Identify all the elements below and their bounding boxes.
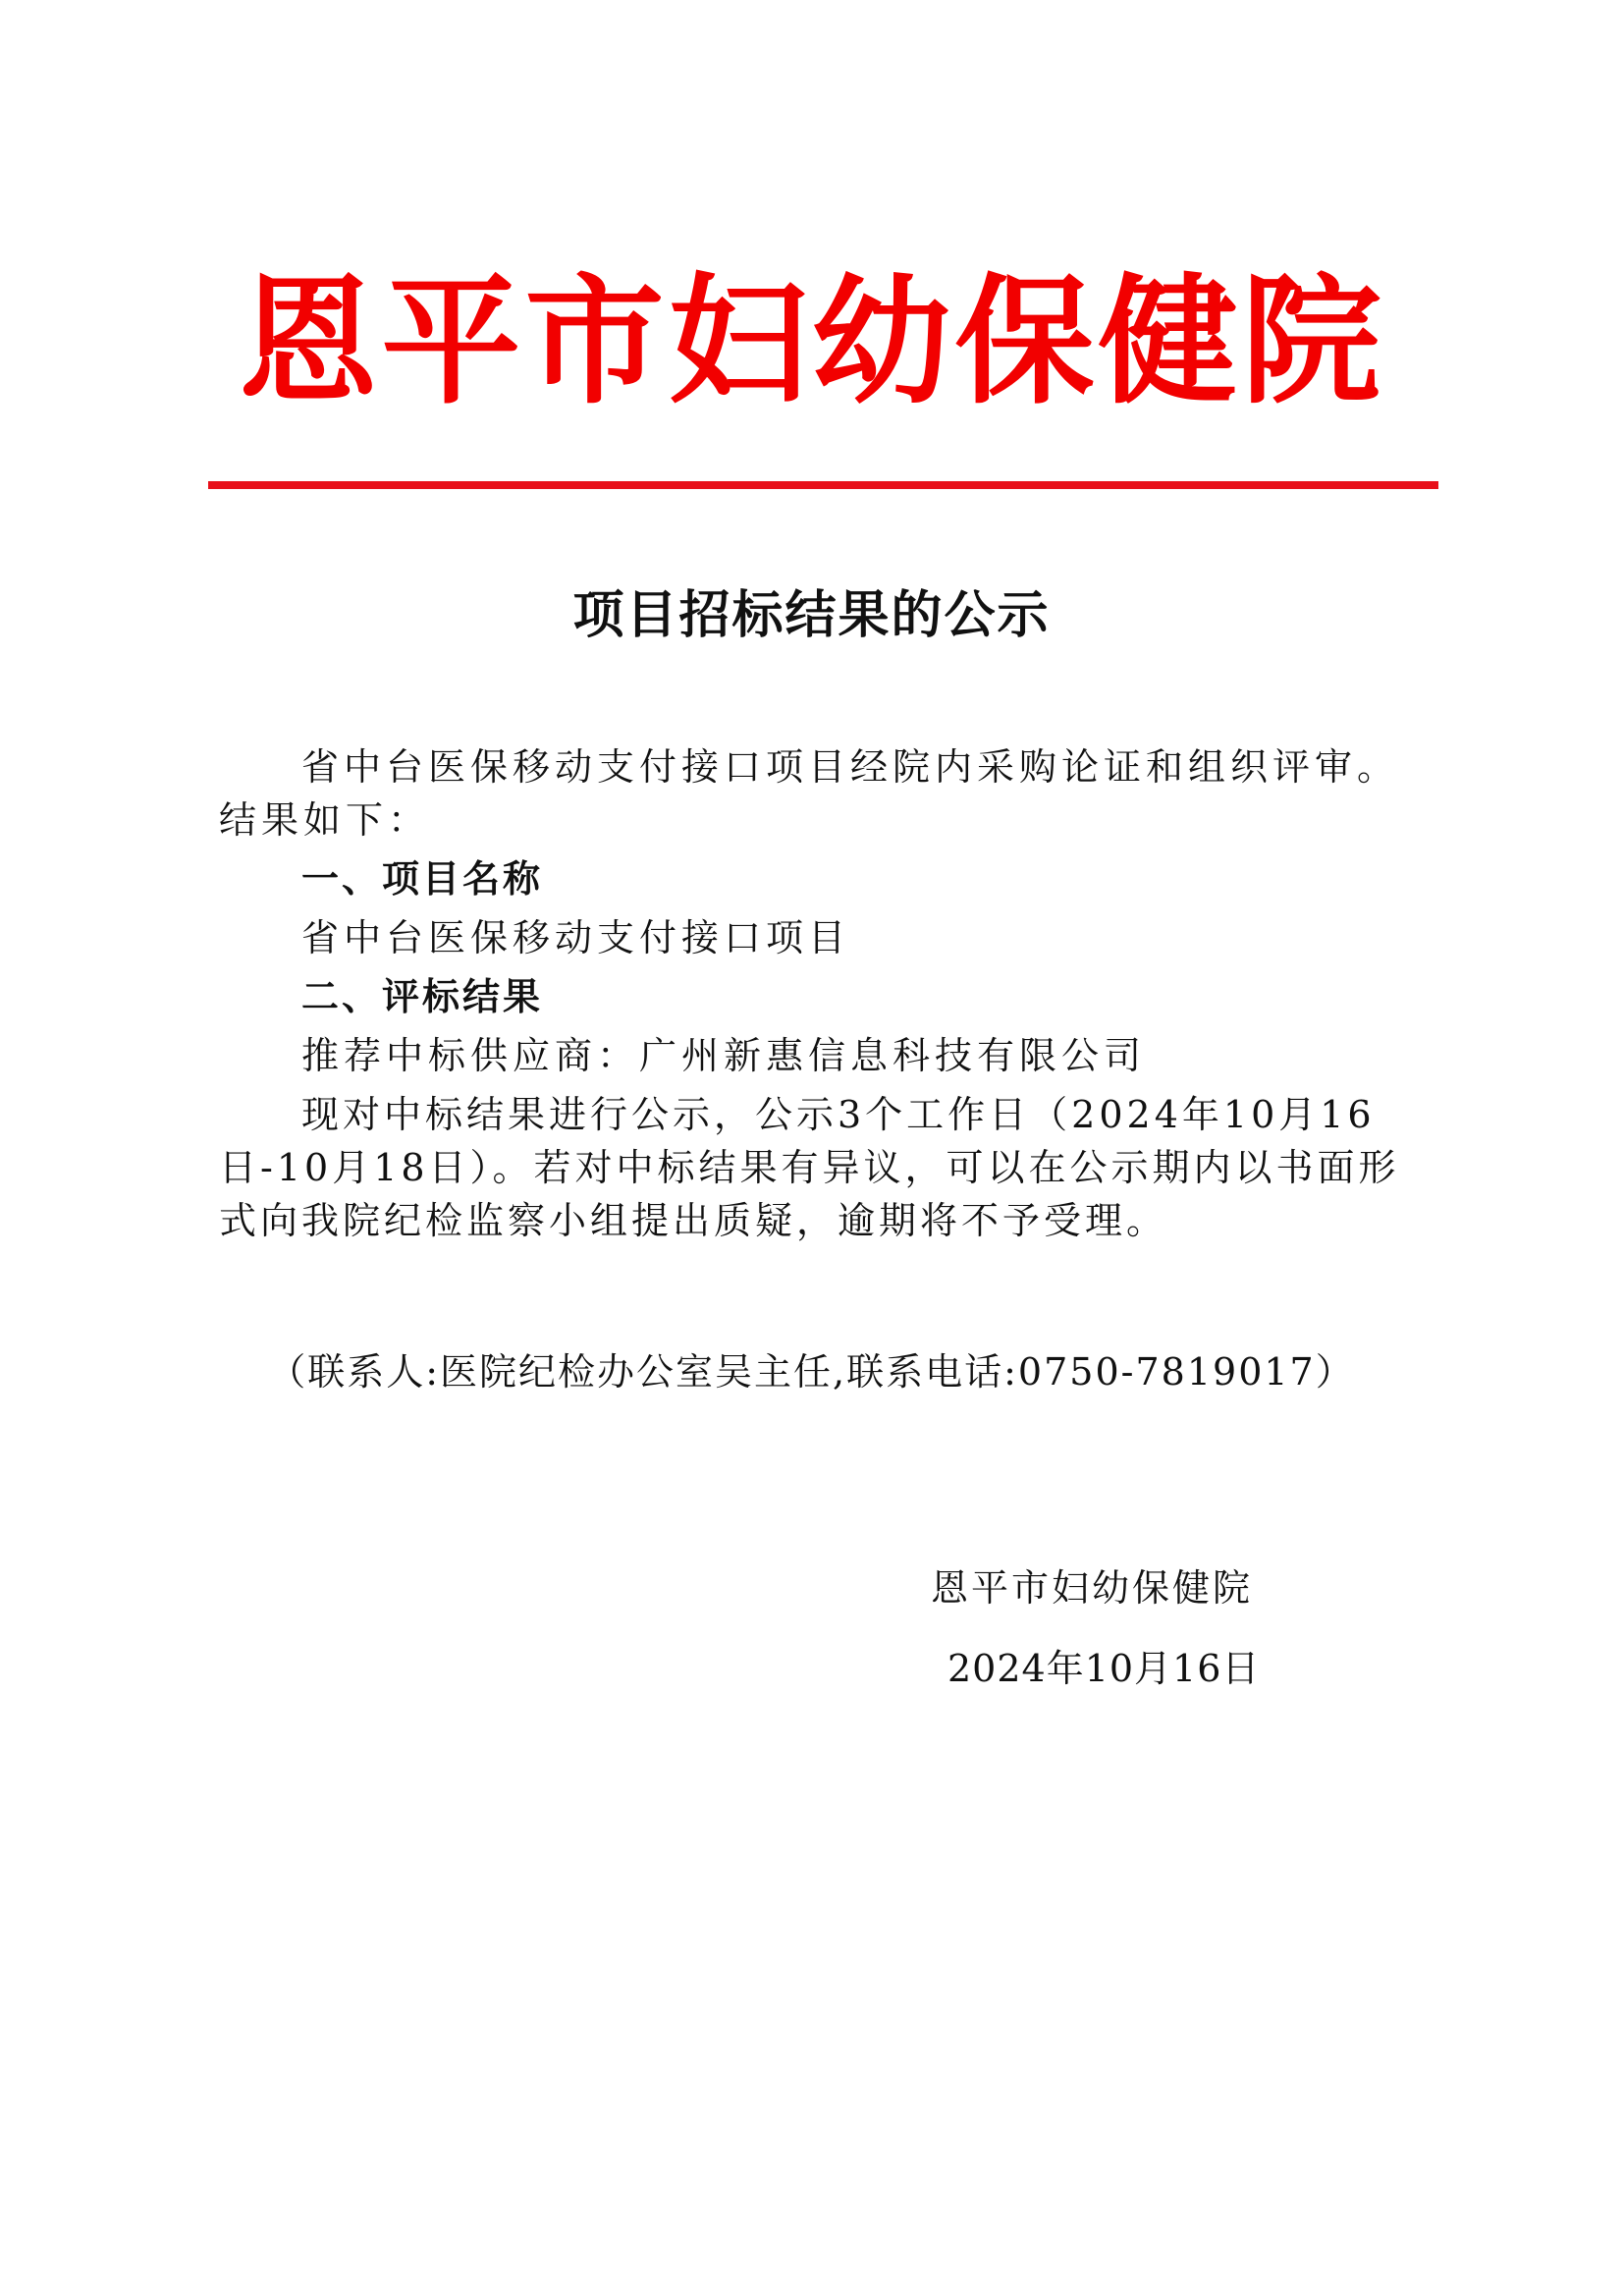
document-title: 项目招标结果的公示	[572, 586, 1051, 645]
section-heading-evaluation-result: 二、评标结果	[301, 975, 544, 1018]
document-body	[219, 740, 1436, 1247]
signature-date: 2024年10月16日	[947, 1647, 1261, 1690]
signature-organization: 恩平市妇幼保健院	[931, 1566, 1254, 1610]
header-divider-rule	[208, 481, 1438, 489]
section-heading-project-name: 一、项目名称	[301, 857, 544, 901]
header-organization-name: 恩平市妇幼保健院	[238, 260, 1385, 423]
intro-paragraph: 省中台医保移动支付接口项目经院内采购论证和组织评审。结果如下：	[219, 745, 1400, 842]
notice-paragraph: 现对中标结果进行公示，公示3个工作日（2024年10月16日-10月18日）。若对中标结果有异议，可以在公示期内以书面形式向我院纪检监察小组提出质疑，逾期将不予受理。	[219, 1093, 1400, 1242]
section-content-project-name: 省中台医保移动支付接口项目	[301, 916, 851, 959]
contact-info: （联系人:医院纪检办公室吴主任,联系电话:0750-7819017）	[268, 1350, 1355, 1394]
section-content-evaluation-result: 推荐中标供应商：广州新惠信息科技有限公司	[301, 1034, 1147, 1077]
